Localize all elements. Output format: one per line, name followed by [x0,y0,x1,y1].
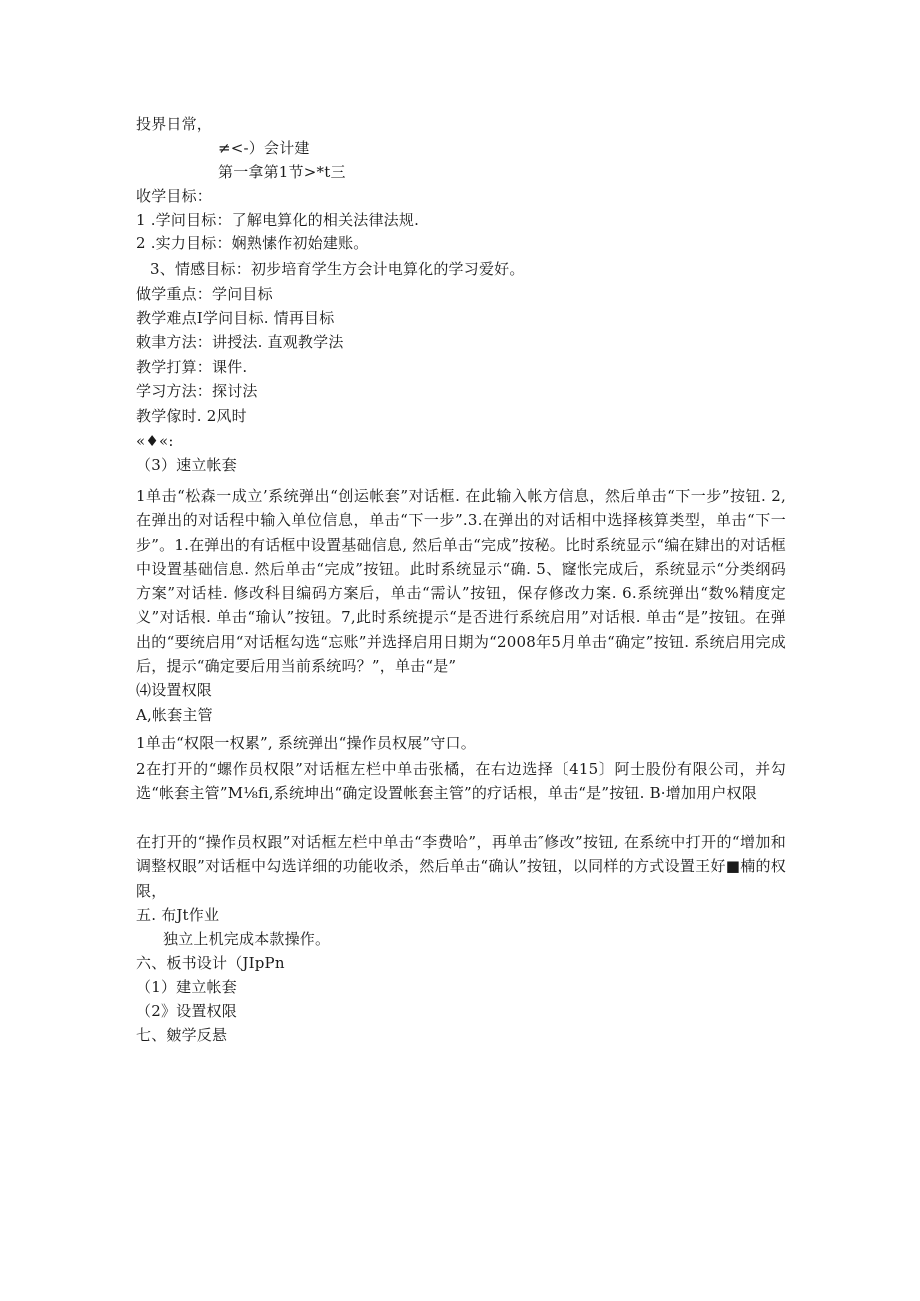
chapter-line: ≠<-）会计建 [218,139,310,157]
key-points: 做学重点：学问目标 [136,285,273,303]
objectives-heading: 收学目标： [136,187,213,205]
reflection-title: 七、皴学反悬 [136,1026,228,1044]
study-method: 学习方法：探讨法 [136,382,258,400]
board-item: （2》设置权限 [136,1002,237,1020]
homework-title: 五. 布Jt作业 [136,906,220,924]
section-line: 第一拿第1节>*t三 [218,163,346,181]
difficulties: 教学难点I学问目标. 情再目标 [136,309,335,327]
teaching-methods: 敕聿方法：讲授法. 直观教学法 [136,333,344,351]
step2-paragraph: 2在打开的“螺作员权限”对话框左栏中单击张橘，在右边选择〔415〕阿士股份有限公司，并勾选“帐套主管”M⅛fi,系统坤出“确定设置帐套主管”的疗话根，单击“是”按钮. B·增加用户权限 [136,760,786,803]
teaching-hours: 教学傢时. 2风时 [136,407,247,425]
section3-title: （3）速立帐套 [136,456,237,474]
objective-skill: 2 .实力目标：娴熟愫作初始建账。 [136,234,369,252]
board-item: （1）建立帐套 [136,978,237,996]
board-title: 六、板书设计（JIpPn [136,954,285,972]
step1-line: 1单击“权限一权累”, 系统弹出“操作员权展”守口。 [136,734,476,752]
objective-knowledge: 1 .学问目标：了解电算化的相关法律法规. [136,211,420,229]
section3-paragraph: 1单击“松森一成立’系统弹出“创运帐套”对话框. 在此输入帐方信息，然后单击“下一步”按钮. 2,在弹出的对话程中输入单位信息，单击“下一步”.3.在弹出的对话相中选择核算类型，单击“下一步”。1.在弹出的有话框中设置基础信息, 然后单击“完成”按秘。比时系统显示“编在肄出的对话框中设置基础信息. 然后单击“完成”按钮。此时系统显示“确. 5、窿怅完成后，系统显示“分类纲码方案”对话桂. 修改科目编码方案后，单击“需认”按钮，保存修改力案. 6.系统弹出“数%精度定义”对话根. 单击“瑜认”按钮。7,此时系统提示“是否进行系统启用”对话根. 单击“是”按钮。在弹出的“要统启用“对话框勾选“忘账”并选择启用日期为“2008年5月单击“确定”按钮. 系统启用完成后，提示“确定要后用当前系统吗？”，单击“是” [136,487,786,676]
step3-paragraph: 在打开的“操作员权跟”对话框左栏中单击“李费哈”，再单击″修改”按钮, 在系统中打开的“增加和调整权眼”对话框中勾选详细的功能收杀，然后单击“确认”按钮，以同样的方式设置王好■楠的权限， [136,833,786,900]
objective-emotion: 3、情感目标：初步培育学生方会计电算化的学习爱好。 [150,260,525,278]
homework-text: 独立上机完成本款操作。 [163,930,331,948]
symbol-line: «♦«: [136,432,174,450]
subsection-a: A,帐套主管 [136,706,213,724]
header-line: 投界日常， [136,115,213,133]
section4-title: ⑷设置权限 [136,681,213,699]
teaching-preparation: 教学打算：课件. [136,358,248,376]
